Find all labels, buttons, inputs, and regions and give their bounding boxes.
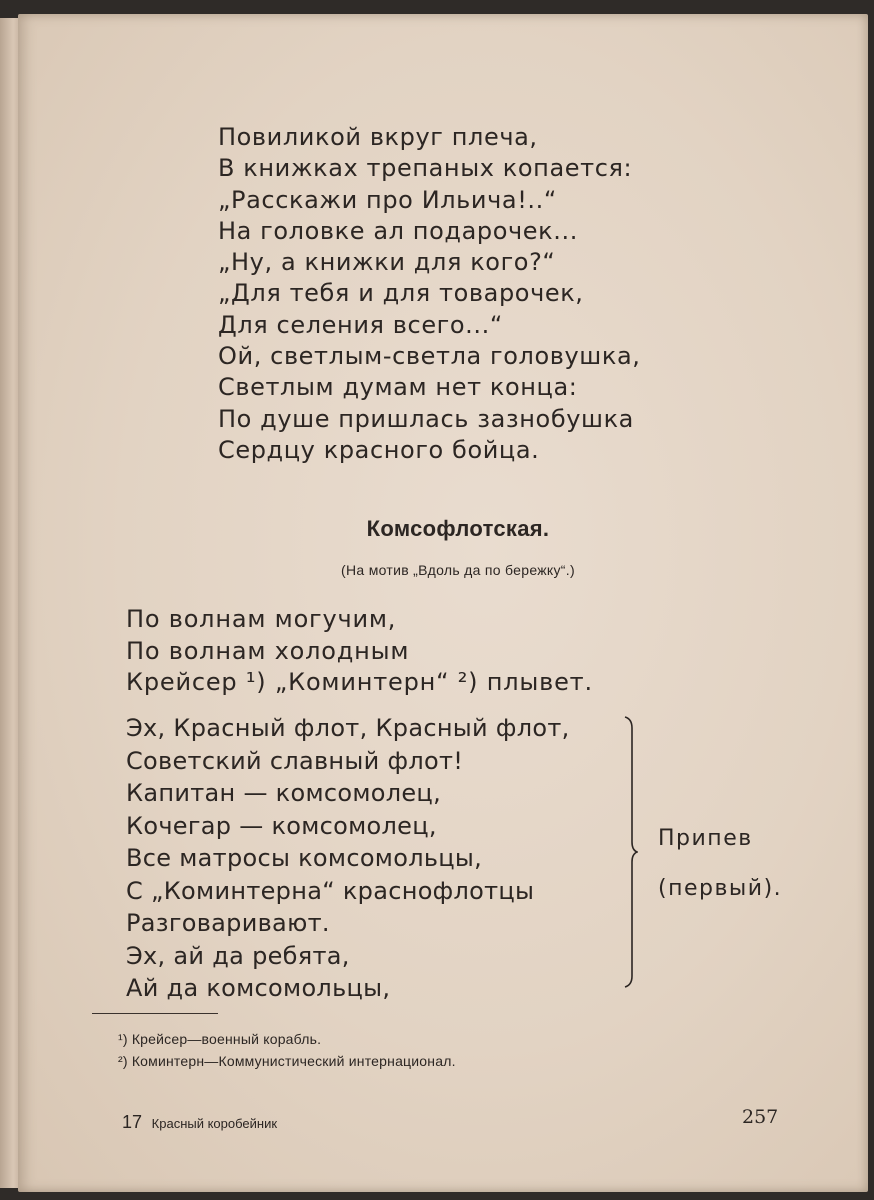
poem-line: В книжках трепаных копается: xyxy=(218,154,633,183)
poem-line: „Расскажи про Ильича!..“ xyxy=(218,185,557,214)
footnote: ¹) Крейсер—военный корабль. xyxy=(118,1031,322,1047)
chorus-line: Ай да комсомольцы, xyxy=(126,974,391,1002)
poem-line: Повиликой вкруг плеча, xyxy=(218,123,538,151)
poem-stanza xyxy=(218,122,641,466)
poem-line: Для селения всего...“ xyxy=(218,310,503,339)
song-verse xyxy=(126,604,593,699)
signature-title: Красный коробейник xyxy=(151,1116,278,1131)
poem-line: Ой, светлым-светла головушка, xyxy=(218,342,641,371)
footnotes xyxy=(118,1028,456,1072)
printer-signature xyxy=(122,1112,277,1133)
book-page xyxy=(18,14,868,1192)
verse-line: По волнам могучим, xyxy=(126,605,397,633)
chorus-label xyxy=(658,814,782,914)
chorus-line: Капитан — комсомолец, xyxy=(126,779,441,807)
page-number: 257 xyxy=(742,1106,779,1128)
verse-line: Крейсер ¹) „Коминтерн“ ²) плывет. xyxy=(126,668,593,696)
chorus-line: Кочегар — комсомолец, xyxy=(126,811,437,840)
chorus-label-number: (первый). xyxy=(658,876,783,901)
chorus-line: С „Коминтерна“ краснофлотцы xyxy=(126,876,535,905)
poem-line: Светлым думам нет конца: xyxy=(218,373,578,402)
song-title: Комсофлотская. xyxy=(366,516,550,541)
chorus-label-name: Припев xyxy=(658,826,753,851)
footnote-divider xyxy=(92,1013,218,1014)
chorus-line: Эх, Красный флот, Красный флот, xyxy=(126,714,570,742)
chorus-block xyxy=(126,712,570,1005)
poem-line: „Для тебя и для товарочек, xyxy=(218,279,584,308)
footnote: ²) Коминтерн—Коммунистический интернационал. xyxy=(118,1053,456,1069)
verse-line: По волнам холодным xyxy=(126,636,410,665)
signature-number: 17 xyxy=(122,1112,143,1132)
poem-line: Сердцу красного бойца. xyxy=(218,435,540,464)
poem-line: На головке ал подарочек... xyxy=(218,216,578,245)
chorus-bracket xyxy=(624,716,638,988)
chorus-line: Разговаривают. xyxy=(126,909,330,937)
poem-line: „Ну, а книжки для кого?“ xyxy=(218,248,556,277)
chorus-line: Все матросы комсомольцы, xyxy=(126,844,483,872)
chorus-line: Эх, ай да ребята, xyxy=(126,941,350,970)
chorus-line: Советский славный флот! xyxy=(126,746,464,775)
song-subtitle: (На мотив „Вдоль да по бережку“.) xyxy=(341,562,575,578)
poem-line: По душе пришлась зазнобушка xyxy=(218,404,634,433)
